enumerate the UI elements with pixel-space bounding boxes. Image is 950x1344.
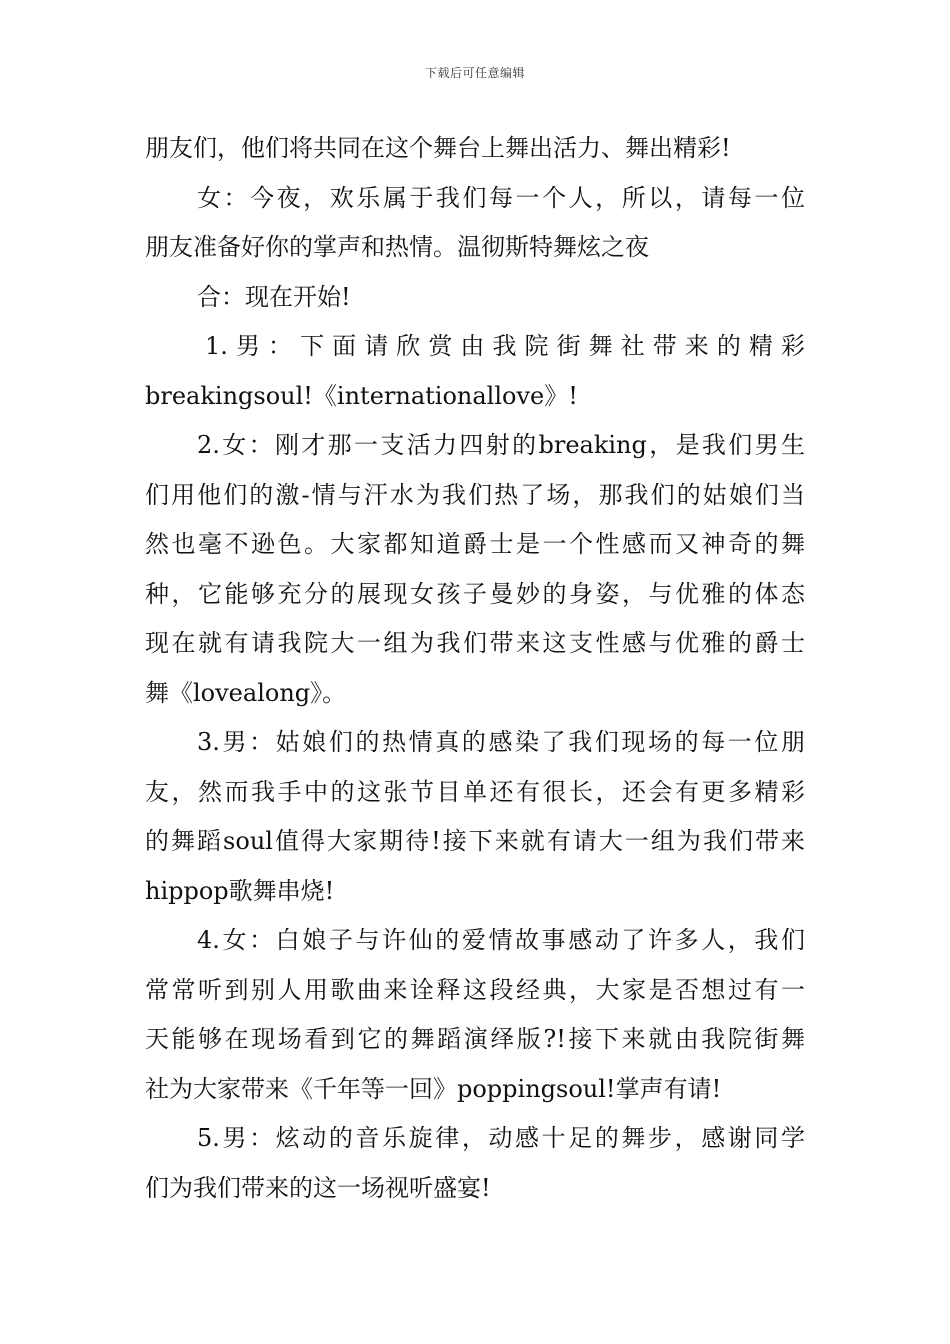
text-line: 常常听到别人用歌曲来诠释这段经典，大家是否想过有一 <box>145 975 805 1004</box>
text-line: 友，然而我手中的这张节目单还有很长，还会有更多精彩 <box>145 777 805 806</box>
text-line: 1.男：下面请欣赏由我院街舞社带来的精彩 <box>205 332 805 360</box>
text-line: 3.男：姑娘们的热情真的感染了我们现场的每一位朋 <box>197 728 805 756</box>
text-line: 种，它能够充分的展现女孩子曼妙的身姿，与优雅的体态 <box>145 579 805 608</box>
text-line: 的舞蹈soul值得大家期待!接下来就有请大一组为我们带来 <box>145 827 805 855</box>
text-line: 2.女：刚才那一支活力四射的breaking，是我们男生 <box>197 431 805 459</box>
text-line: 朋友们，他们将共同在这个舞台上舞出活力、舞出精彩! <box>145 134 731 162</box>
body-text <box>145 124 805 1213</box>
text-line: 女：今夜，欢乐属于我们每一个人，所以，请每一位 <box>197 183 805 212</box>
text-line: 天能够在现场看到它的舞蹈演绎版?!接下来就由我院街舞 <box>145 1025 805 1053</box>
text-line: 然也毫不逊色。大家都知道爵士是一个性感而又神奇的舞 <box>145 530 805 558</box>
text-line: 舞《lovealong》。 <box>145 678 347 707</box>
text-line: 们为我们带来的这一场视听盛宴! <box>145 1173 491 1202</box>
text-line: breakingsoul!《internationallove》! <box>145 381 578 410</box>
text-line: 朋友准备好你的掌声和热情。温彻斯特舞炫之夜 <box>145 233 649 261</box>
text-line: 们用他们的激-情与汗水为我们热了场，那我们的姑娘们当 <box>145 480 805 509</box>
text-line: hippop歌舞串烧! <box>145 876 335 905</box>
text-line: 4.女：白娘子与许仙的爱情故事感动了许多人，我们 <box>197 926 805 954</box>
text-line: 5.男：炫动的音乐旋律，动感十足的舞步，感谢同学 <box>197 1124 805 1152</box>
page-header: 下载后可任意编辑 <box>424 66 525 80</box>
text-line: 现在就有请我院大一组为我们带来这支性感与优雅的爵士 <box>145 629 805 657</box>
text-line: 合：现在开始! <box>197 282 351 311</box>
text-line: 社为大家带来《千年等一回》poppingsoul!掌声有请! <box>145 1074 722 1103</box>
